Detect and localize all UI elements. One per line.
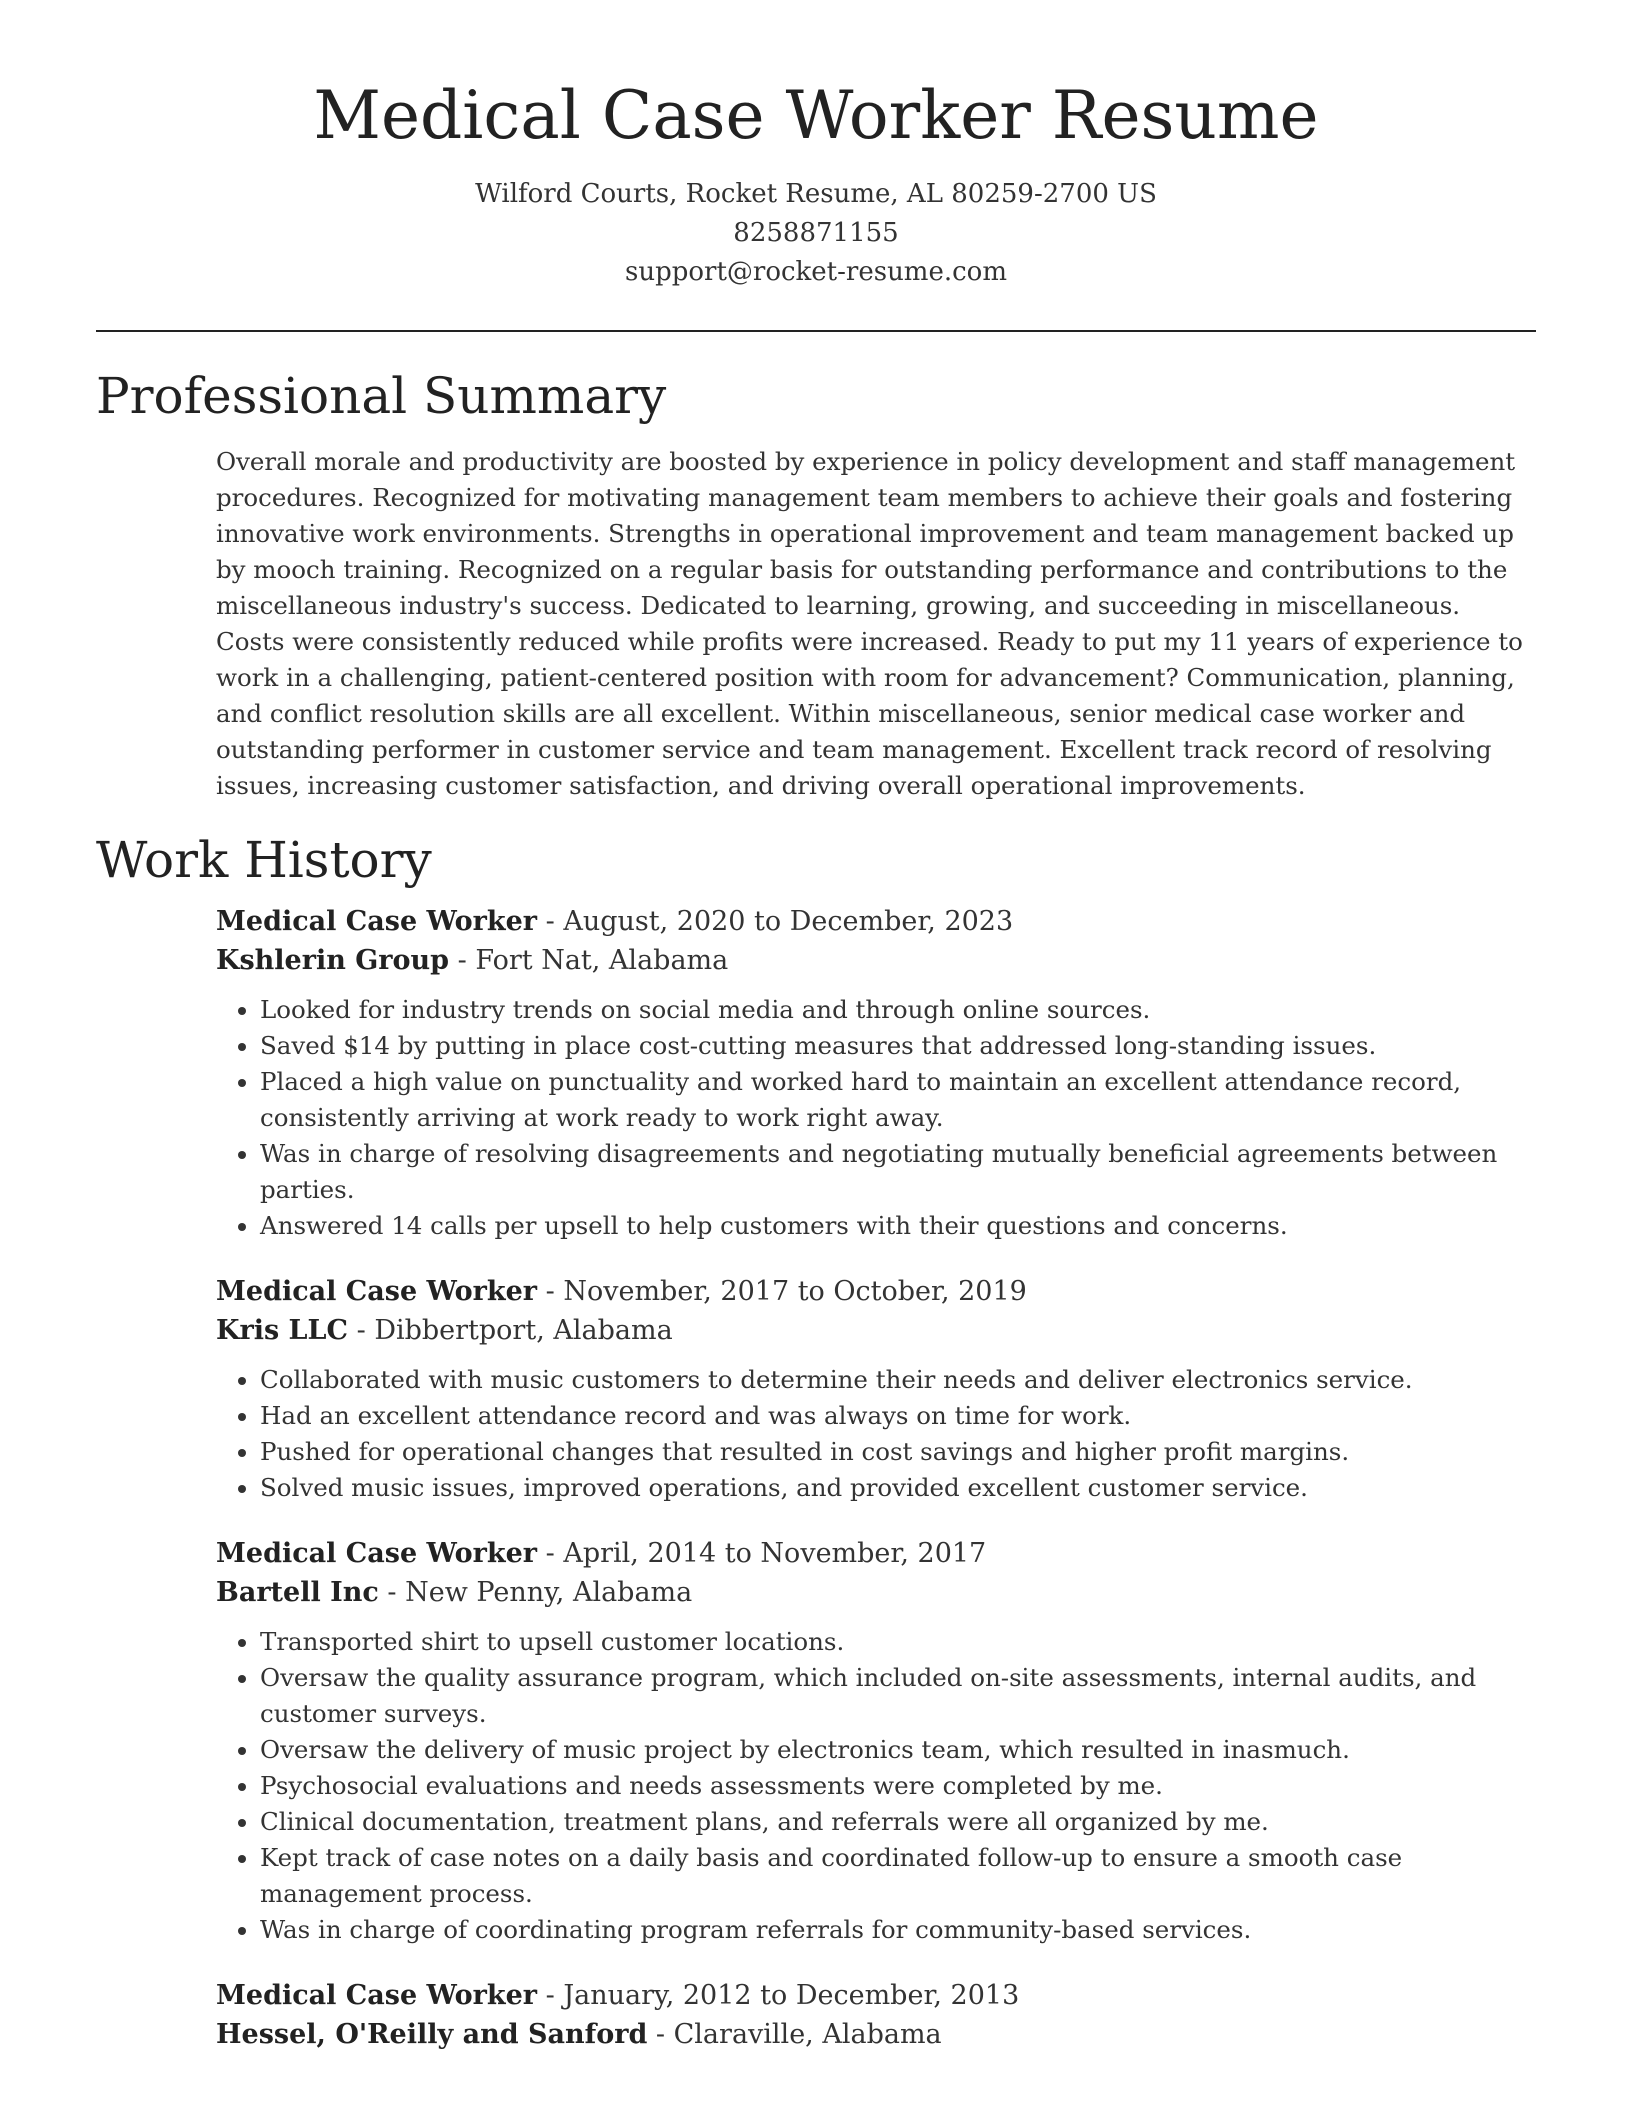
header-divider <box>96 330 1536 332</box>
job-company-line: Kris LLC - Dibbertport, Alabama <box>216 1314 673 1346</box>
job-bullet-list <box>216 992 1536 1244</box>
job-company-line: Bartell Inc - New Penny, Alabama <box>216 1576 693 1608</box>
job-entry <box>216 1534 1536 1948</box>
job-title-line: Medical Case Worker - January, 2012 to December, 2013 <box>216 1979 1020 2011</box>
job-bullet: • Was in charge of resolving disagreements and negotiating mutually beneficial agreements between parties. <box>260 1136 1536 1208</box>
job-role: Medical Case Worker <box>216 905 538 937</box>
contact-block <box>96 175 1536 292</box>
job-role: Medical Case Worker <box>216 1979 538 2011</box>
job-company: Kris LLC <box>216 1314 349 1346</box>
job-bullet: • Looked for industry trends on social media and through online sources. <box>260 992 1536 1028</box>
job-bullet-list <box>216 1624 1536 1948</box>
job-bullet: • Saved $14 by putting in place cost-cutting measures that addressed long-standing issues. <box>260 1028 1536 1064</box>
job-bullet: • Collaborated with music customers to determine their needs and deliver electronics service. <box>260 1362 1536 1398</box>
job-bullet-list <box>216 1362 1536 1506</box>
job-bullet: • Was in charge of coordinating program referrals for community-based services. <box>260 1912 1536 1948</box>
job-bullet: • Oversaw the quality assurance program, which included on-site assessments, internal audits, and customer surveys. <box>260 1660 1536 1732</box>
job-bullet: • Kept track of case notes on a daily basis and coordinated follow-up to ensure a smooth case management process. <box>260 1840 1536 1912</box>
job-company: Bartell Inc <box>216 1576 379 1608</box>
job-company-line: Hessel, O'Reilly and Sanford - Claraville, Alabama <box>216 2018 942 2050</box>
job-title-line: Medical Case Worker - November, 2017 to October, 2019 <box>216 1275 1027 1307</box>
job-company: Kshlerin Group <box>216 944 450 976</box>
job-bullet: • Answered 14 calls per upsell to help customers with their questions and concerns. <box>260 1208 1536 1244</box>
resume-title: Medical Case Worker Resume <box>313 77 1319 154</box>
job-company-line: Kshlerin Group - Fort Nat, Alabama <box>216 944 729 976</box>
job-location: Dibbertport, Alabama <box>374 1314 673 1346</box>
work-history-section <box>96 830 1536 2054</box>
job-dates: April, 2014 to November, 2017 <box>563 1537 987 1569</box>
resume-header <box>96 0 1536 292</box>
job-bullet: • Solved music issues, improved operations, and provided excellent customer service. <box>260 1470 1536 1506</box>
job-location: Fort Nat, Alabama <box>475 944 729 976</box>
contact-address: Wilford Courts, Rocket Resume, AL 80259-2700 US <box>475 178 1157 209</box>
job-entry <box>216 1976 1536 2054</box>
summary-text: Overall morale and productivity are boosted by experience in policy development and staff management procedures. Recognized for motivating management team members to achieve their goals and fostering innovative work environments. Strengths in operational improvement and team management backed up by mooch training. Recognized on a regular basis for outstanding performance and contributions to the miscellaneous industry's success. Dedicated to learning, growing, and succeeding in miscellaneous. Costs were consistently reduced while profits were increased. Ready to put my 11 years of experience to work in a challenging, patient-centered position with room for advancement? Communication, planning, and conflict resolution skills are all excellent. Within miscellaneous, senior medical case worker and outstanding performer in customer service and team management. Excellent track record of resolving issues, increasing customer satisfaction, and driving overall operational improvements. <box>216 446 1523 800</box>
job-bullet: • Pushed for operational changes that resulted in cost savings and higher profit margins. <box>260 1434 1536 1470</box>
job-location: Claraville, Alabama <box>673 2018 942 2050</box>
job-bullet: • Had an excellent attendance record and was always on time for work. <box>260 1398 1536 1434</box>
job-dates: November, 2017 to October, 2019 <box>563 1275 1027 1307</box>
job-title-line: Medical Case Worker - August, 2020 to December, 2023 <box>216 905 1014 937</box>
job-location: New Penny, Alabama <box>405 1576 693 1608</box>
job-dates: January, 2012 to December, 2013 <box>563 1979 1020 2011</box>
job-bullet: • Placed a high value on punctuality and worked hard to maintain an excellent attendance record, consistently arriving at work ready to work right away. <box>260 1064 1536 1136</box>
job-company: Hessel, O'Reilly and Sanford <box>216 2018 648 2050</box>
job-list <box>96 902 1536 2054</box>
job-bullet: • Oversaw the delivery of music project by electronics team, which resulted in inasmuch. <box>260 1732 1536 1768</box>
job-bullet: • Clinical documentation, treatment plans, and referrals were all organized by me. <box>260 1804 1536 1840</box>
job-title-line: Medical Case Worker - April, 2014 to November, 2017 <box>216 1537 987 1569</box>
job-entry <box>216 902 1536 1244</box>
professional-summary-section <box>96 366 1536 804</box>
work-history-heading: Work History <box>96 830 432 889</box>
contact-phone: 8258871155 <box>733 217 899 248</box>
job-bullet: • Psychosocial evaluations and needs assessments were completed by me. <box>260 1768 1536 1804</box>
job-entry <box>216 1272 1536 1506</box>
contact-email: support@rocket-resume.com <box>624 256 1007 287</box>
job-role: Medical Case Worker <box>216 1275 538 1307</box>
job-role: Medical Case Worker <box>216 1537 538 1569</box>
job-dates: August, 2020 to December, 2023 <box>563 905 1014 937</box>
summary-heading: Professional Summary <box>96 366 667 425</box>
job-bullet: • Transported shirt to upsell customer locations. <box>260 1624 1536 1660</box>
